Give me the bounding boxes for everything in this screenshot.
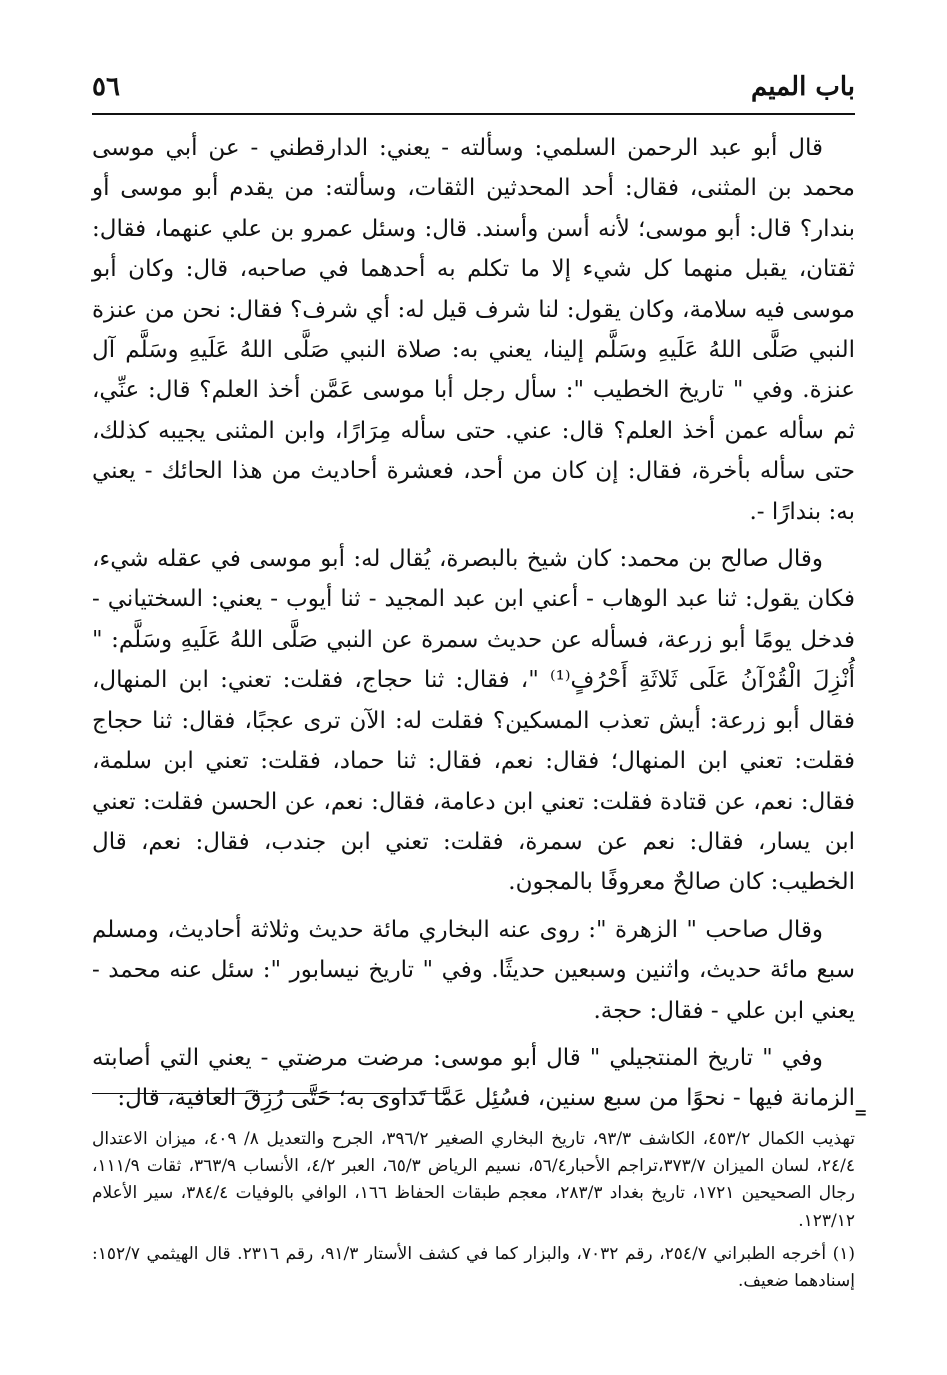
footnote-continuation-mark: = xyxy=(854,1103,868,1122)
page-header xyxy=(92,62,855,112)
paragraph-2: وقال صالح بن محمد: كان شيخ بالبصرة، يُقال له: أبو موسى في عقله شيء، فكان يقول: ثنا عبد الوهاب - أعني ابن عبد المجيد - ثنا أيوب - يعني: السختياني - فدخل يومًا أبو زرعة، فسأله عن حديث سمرة عن النبي صَلَّى اللهُ عَلَيهِ وسَلَّم: " أُنْزِلَ الْقُرْآنُ عَلَى ثَلاثَةِ أَحْرُفٍ⁽¹⁾ "، فقال: ثنا حجاج، فقلت: تعني: ابن المنهال، فقال أبو زرعة: أيش تعذب المسكين؟ فقلت له: الآن ترى عجبًا، فقال: ثنا حجاج فقلت: تعني ابن المنهال؛ فقال: نعم، فقال: ثنا حماد، فقلت: تعني ابن سلمة، فقال: نعم، عن قتادة فقلت: تعني ابن دعامة، فقال: نعم، عن الحسن فقلت: تعني ابن يسار، فقال: نعم عن سمرة، فقلت: تعني ابن جندب، فقال: نعم، قال الخطيب: كان صالحٌ معروفًا بالمجون. xyxy=(92,546,855,896)
footnote-sources: تهذيب الكمال ٤٥٣/٢، الكاشف ٩٣/٣، تاريخ البخاري الصغير ٣٩٦/٢، الجرح والتعديل ٨/ ٤٠٩، ميزان الاعتدال ٢٤/٤، لسان الميزان ٣٧٣/٧،تراجم الأحبار٥٦/٤، نسيم الرياض ٦٥/٣، العبر ٤/٢، الأنساب ٣٦٣/٩، ثقات ١١١/٩، رجال الصحيحين ١٧٢١، تاريخ بغداد ٢٨٣/٣، معجم طبقات الحفاظ ١٦٦، الوافي بالوفيات ٣٨٤/٤، سير الأعلام ١٢٣/١٢. xyxy=(92,1129,855,1231)
paragraph-3: وقال صاحب " الزهرة ": روى عنه البخاري مائة حديث وثلاثة أحاديث، ومسلم سبع مائة حديث، واثنين وسبعين حديثًا. وفي " تاريخ نيسابور ": سئل عنه محمد - يعني ابن علي - فقال: حجة. xyxy=(92,916,855,1024)
header-rule xyxy=(92,113,855,115)
running-title: باب الميم xyxy=(750,72,855,102)
main-text xyxy=(92,128,855,1126)
footnote-1: (١) أخرجه الطبراني ٢٥٤/٧، رقم ٧٠٣٢، والبزار كما في كشف الأستار ٩١/٣، رقم ٢٣١٦. قال الهيثمي ١٥٢/٧: إسنادهما ضعيف. xyxy=(92,1243,856,1292)
footnote-rule xyxy=(92,1093,447,1094)
paragraph-1: قال أبو عبد الرحمن السلمي: وسألته - يعني: الدارقطني - عن أبي موسى محمد بن المثنى، فقال: أحد المحدثين الثقات، وسألته: من يقدم أبو موسى أو بندار؟ قال: أبو موسى؛ لأنه أسن وأسند. قال: وسئل عمرو بن علي عنهما، فقال: ثقتان، يقبل منهما كل شيء إلا ما تكلم به أحدهما في صاحبه، قال: وكان أبو موسى فيه سلامة، وكان يقول: لنا شرف قيل له: أي شرف؟ فقال: نحن من عنزة النبي صَلَّى اللهُ عَلَيهِ وسَلَّم إلينا، يعني به: صلاة النبي صَلَّى اللهُ عَلَيهِ وسَلَّم آل عنزة. وفي " تاريخ الخطيب ": سأل رجل أبا موسى عَمَّن أخذ العلم؟ قال: عنِّي، ثم سأله عمن أخذ العلم؟ قال: عني. حتى سأله مِرَارًا، وابن المثنى يجيبه كذلك، حتى سأله بأخرة، فقال: إن كان من أحد، فعشرة أحاديث من هذا الحائك - يعني به: بندارًا -. xyxy=(92,135,855,525)
page-number: ٥٦ xyxy=(92,72,120,102)
paragraph-4: وفي " تاريخ المنتجيلي " قال أبو موسى: مرضت مرضتي - يعني التي أصابته الزمانة فيها - نحوًا من سبع سنين، فسُئِل عَمَّا تَداوى به؛ حَتَّى رُزِقَ العافية، قال: xyxy=(92,1044,855,1112)
footnotes xyxy=(92,1126,855,1301)
